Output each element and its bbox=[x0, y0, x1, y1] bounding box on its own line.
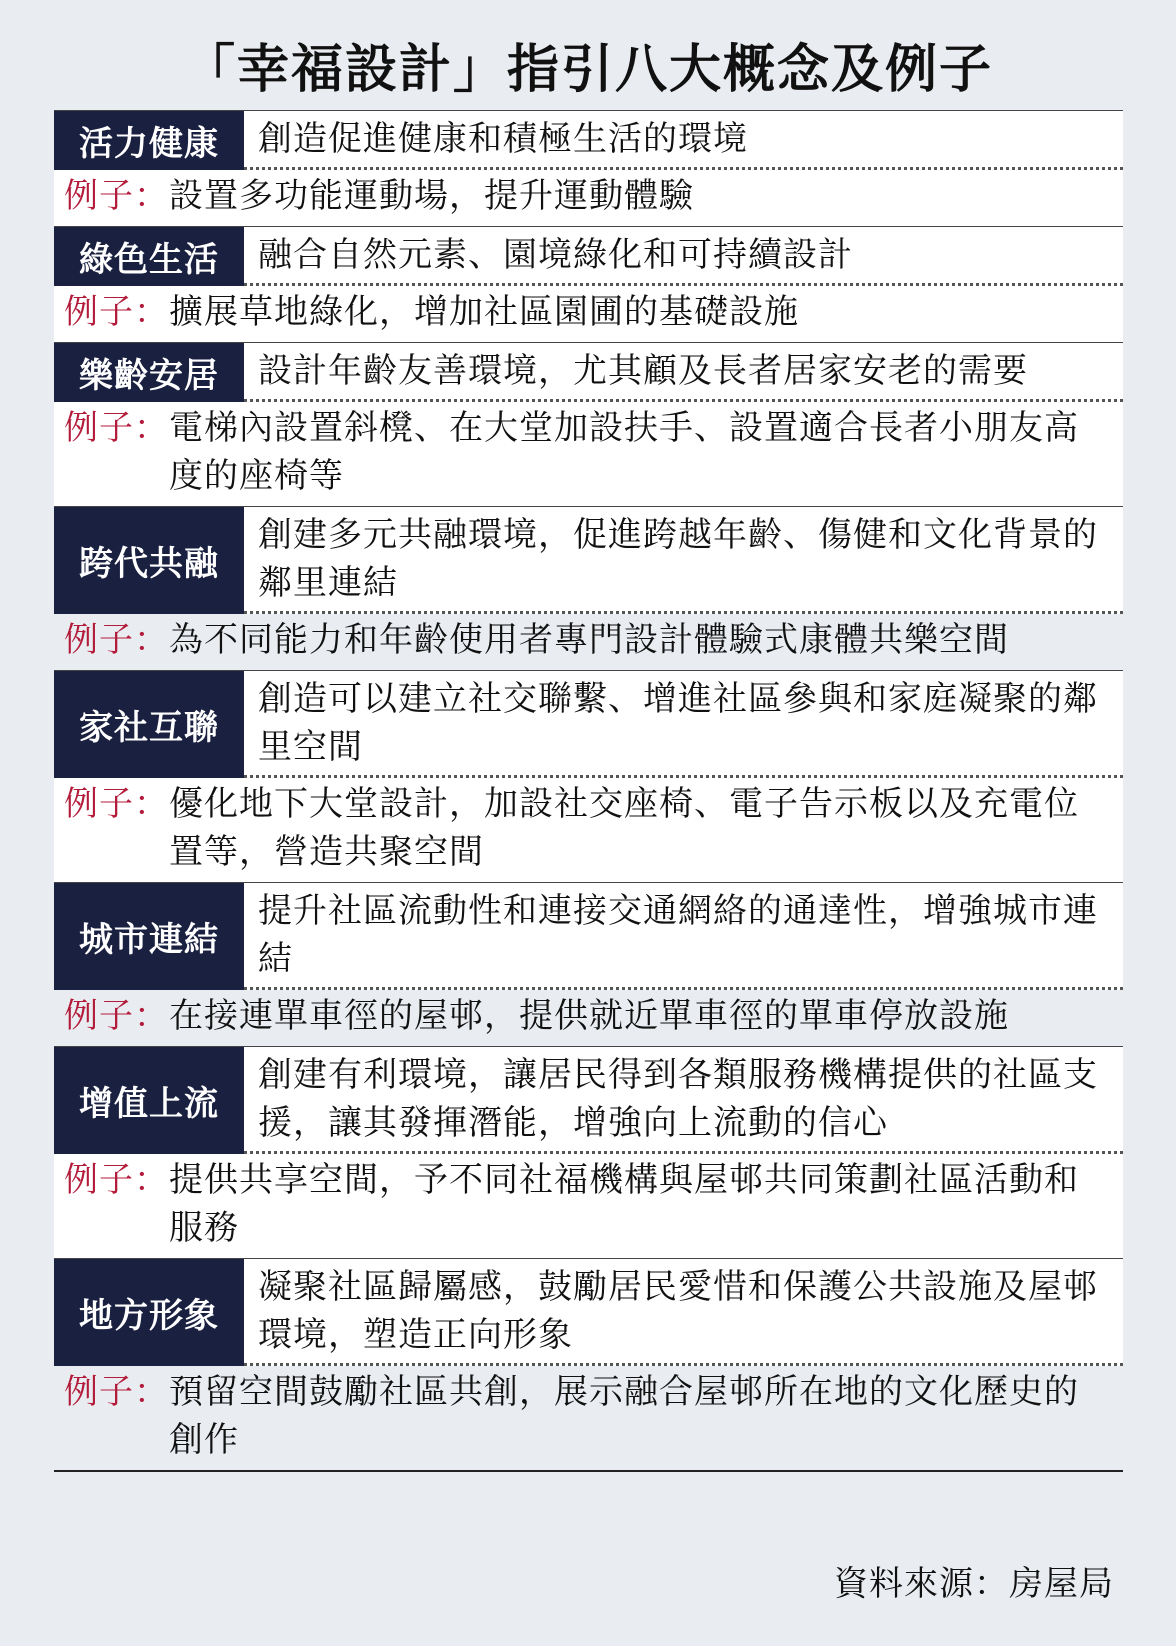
source-credit: 資料來源：房屋局 bbox=[834, 1564, 1114, 1604]
example-text: 電梯內設置斜櫈、在大堂加設扶手、設置適合長者小朋友高度的座椅等 bbox=[169, 408, 1079, 496]
concept-name: 綠色生活 bbox=[54, 227, 244, 286]
concept-row bbox=[54, 226, 1123, 286]
concept-name: 家社互聯 bbox=[54, 671, 244, 778]
concept-description: 設計年齡友善環境，尤其顧及長者居家安老的需要 bbox=[244, 343, 1123, 402]
concept-row bbox=[54, 670, 1123, 778]
example-row bbox=[54, 1366, 1123, 1470]
concept-row bbox=[54, 882, 1123, 990]
concept-row bbox=[54, 506, 1123, 614]
concept-name: 城市連結 bbox=[54, 883, 244, 990]
concept-description: 創造可以建立社交聯繫、增進社區參與和家庭凝聚的鄰里空間 bbox=[244, 671, 1123, 778]
concept-row bbox=[54, 1258, 1123, 1366]
concept-name: 活力健康 bbox=[54, 111, 244, 170]
example-label: 例子： bbox=[64, 1372, 169, 1412]
example-label: 例子： bbox=[64, 292, 169, 332]
page-title: 「幸福設計」指引八大概念及例子 bbox=[182, 40, 993, 100]
concept-row bbox=[54, 1046, 1123, 1154]
example-label: 例子： bbox=[64, 408, 169, 448]
example-label: 例子： bbox=[64, 620, 169, 660]
example-row bbox=[54, 778, 1123, 882]
concept-description: 創建多元共融環境，促進跨越年齡、傷健和文化背景的鄰里連結 bbox=[244, 507, 1123, 614]
concept-name: 增值上流 bbox=[54, 1047, 244, 1154]
example-text: 在接連單車徑的屋邨，提供就近單車徑的單車停放設施 bbox=[169, 996, 1009, 1036]
example-label: 例子： bbox=[64, 996, 169, 1036]
example-text: 提供共享空間，予不同社福機構與屋邨共同策劃社區活動和服務 bbox=[169, 1160, 1079, 1248]
example-row bbox=[54, 286, 1123, 342]
example-row bbox=[54, 170, 1123, 226]
example-label: 例子： bbox=[64, 1160, 169, 1200]
concept-name: 樂齡安居 bbox=[54, 343, 244, 402]
concept-row bbox=[54, 110, 1123, 170]
concept-description: 創造促進健康和積極生活的環境 bbox=[244, 111, 1123, 170]
concept-description: 凝聚社區歸屬感，鼓勵居民愛惜和保護公共設施及屋邨環境，塑造正向形象 bbox=[244, 1259, 1123, 1366]
example-label: 例子： bbox=[64, 784, 169, 824]
concepts-table bbox=[54, 110, 1123, 1472]
example-text: 為不同能力和年齡使用者專門設計體驗式康體共樂空間 bbox=[169, 620, 1009, 660]
concept-name: 地方形象 bbox=[54, 1259, 244, 1366]
example-row bbox=[54, 614, 1123, 670]
example-row bbox=[54, 990, 1123, 1046]
example-text: 優化地下大堂設計，加設社交座椅、電子告示板以及充電位置等，營造共聚空間 bbox=[169, 784, 1079, 872]
example-text: 擴展草地綠化，增加社區園圃的基礎設施 bbox=[169, 292, 799, 332]
concept-name: 跨代共融 bbox=[54, 507, 244, 614]
example-row bbox=[54, 402, 1123, 506]
concept-row bbox=[54, 342, 1123, 402]
example-label: 例子： bbox=[64, 176, 169, 216]
example-text: 預留空間鼓勵社區共創，展示融合屋邨所在地的文化歷史的創作 bbox=[169, 1372, 1079, 1460]
example-row bbox=[54, 1154, 1123, 1258]
example-text: 設置多功能運動場，提升運動體驗 bbox=[169, 176, 694, 216]
concept-description: 提升社區流動性和連接交通網絡的通達性，增強城市連結 bbox=[244, 883, 1123, 990]
concept-description: 融合自然元素、園境綠化和可持續設計 bbox=[244, 227, 1123, 286]
concept-description: 創建有利環境，讓居民得到各類服務機構提供的社區支援，讓其發揮潛能，增強向上流動的信心 bbox=[244, 1047, 1123, 1154]
